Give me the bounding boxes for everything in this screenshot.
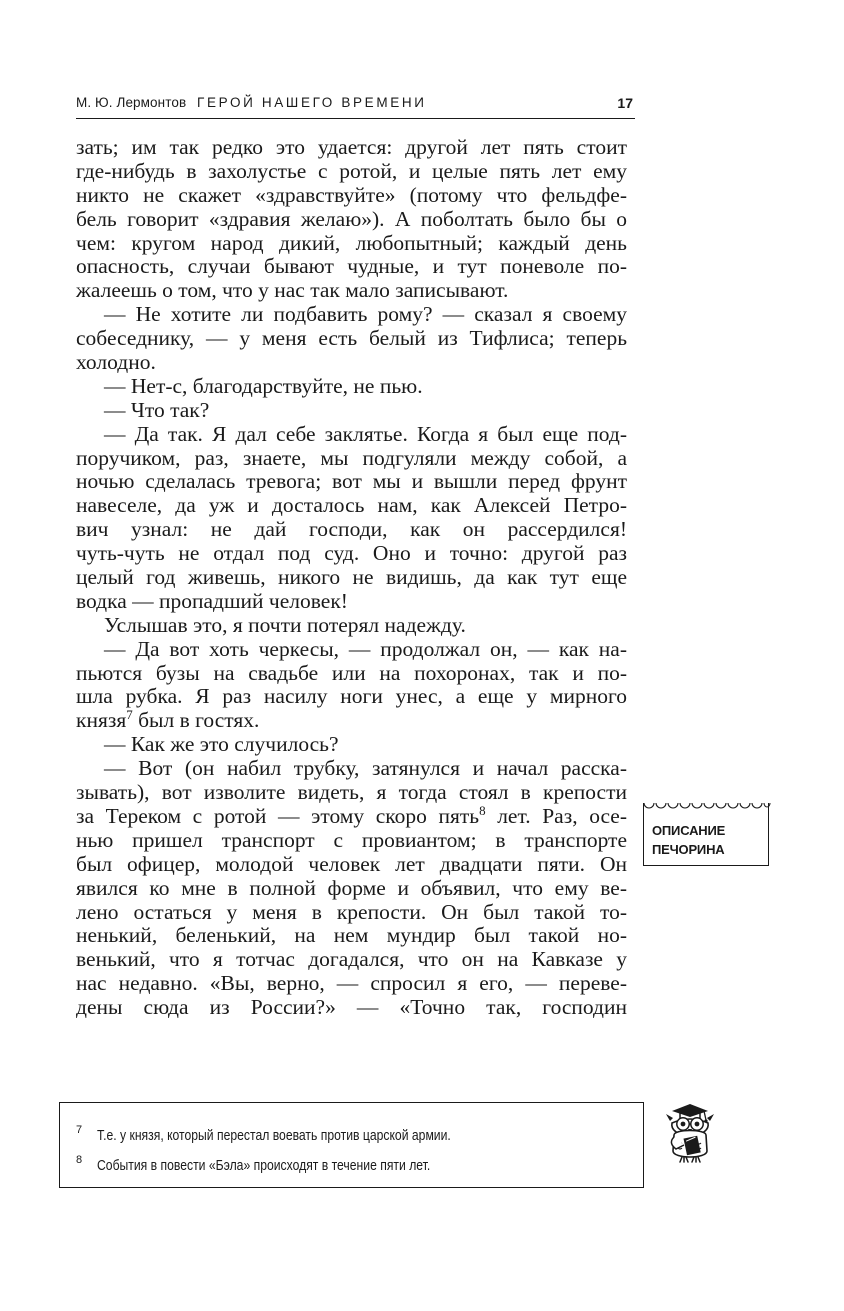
text-line: чем: кругом народ дикий, любопытный; каждый день bbox=[76, 230, 627, 255]
running-header-author: М. Ю. Лермонтов bbox=[76, 95, 187, 110]
text-line: — Вот (он набил трубку, затянулся и начал расска- bbox=[104, 756, 627, 781]
text-line: зывать), вот изволите видеть, я тогда стоял в крепости bbox=[76, 780, 627, 805]
footnote-ref: 8 bbox=[479, 802, 486, 818]
text-line: — Да вот хоть черкесы, — продолжал он, — как на- bbox=[104, 636, 627, 661]
footnote-text: Т.е. у князя, который перестал воевать против царской армии. bbox=[97, 1128, 451, 1144]
text-line: — Что так? bbox=[104, 397, 210, 422]
text-line: вич узнал: не дай господи, как он рассердился! bbox=[76, 517, 627, 542]
margin-note-line: ПЕЧОРИНА bbox=[652, 842, 725, 857]
text-line: водка — пропадший человек! bbox=[76, 588, 348, 613]
text-line: опасность, случаи бывают чудные, и тут поневоле по- bbox=[76, 254, 627, 279]
text-line: пьются бузы на свадьбе или на похоронах, так и по- bbox=[76, 660, 627, 685]
text-line bbox=[76, 709, 627, 733]
footnote-text: События в повести «Бэла» происходят в течение пяти лет. bbox=[97, 1158, 431, 1174]
text-line: явился ко мне в полной форме и объявил, что ему ве- bbox=[76, 875, 627, 900]
text-line: холодно. bbox=[76, 350, 156, 375]
text-line: Услышав это, я почти потерял надежду. bbox=[104, 612, 466, 637]
text-line: зать; им так редко это удается: другой лет пять стоит bbox=[76, 135, 627, 159]
body-text bbox=[76, 136, 627, 1020]
owl-mascot-icon bbox=[658, 1099, 722, 1165]
text-line: поручиком, раз, знаете, мы подгуляли между собой, а bbox=[76, 445, 627, 470]
text-segment: был в гостях. bbox=[132, 708, 260, 733]
footnote-number: 7 bbox=[76, 1124, 83, 1136]
margin-note-line: ОПИСАНИЕ bbox=[652, 823, 726, 838]
text-segment: лет. Раз, осе- bbox=[485, 803, 627, 828]
running-header-title: ГЕРОЙ НАШЕГО ВРЕМЕНИ bbox=[197, 95, 427, 110]
footnotes-box bbox=[59, 1102, 644, 1188]
page-number: 17 bbox=[617, 95, 633, 111]
text-line: — Не хотите ли подбавить рому? — сказал я своему bbox=[104, 302, 627, 327]
text-line: — Нет-с, благодарствуйте, не пью. bbox=[104, 373, 423, 398]
footnote-ref: 7 bbox=[126, 707, 133, 723]
text-line: был офицер, молодой человек лет двадцати пяти. Он bbox=[76, 851, 627, 876]
text-line bbox=[76, 802, 627, 829]
text-line: бель говорит «здравия желаю»). А поболтать было бы о bbox=[76, 206, 627, 231]
text-line: собеседнику, — у меня есть белый из Тифлиса; теперь bbox=[76, 326, 627, 351]
text-line: где-нибудь в захолустье с ротой, и целые пять лет ему bbox=[76, 158, 627, 183]
text-line: чуть-чуть не отдал под суд. Оно и точно: другой раз bbox=[76, 541, 627, 566]
text-line: ненький, беленький, на нем мундир был такой но- bbox=[76, 923, 627, 948]
text-line: ночью сделалась тревога; вот мы и вышли перед фрунт bbox=[76, 469, 627, 494]
margin-note bbox=[643, 803, 769, 866]
text-line: лено остаться у меня в крепости. Он был такой то- bbox=[76, 899, 627, 924]
text-line: жалеешь о том, что у нас так мало записывают. bbox=[76, 278, 509, 303]
text-line: шла рубка. Я раз насилу ноги унес, а еще у мирного bbox=[76, 684, 627, 709]
running-header bbox=[76, 93, 635, 119]
text-line: никто не скажет «здравствуйте» (потому что фельдфе- bbox=[76, 182, 627, 207]
text-line: дены сюда из России?» — «Точно так, господин bbox=[76, 995, 627, 1020]
text-line: нас недавно. «Вы, верно, — спросил я его, — переве- bbox=[76, 971, 627, 996]
text-line: — Как же это случилось? bbox=[104, 732, 339, 757]
scalloped-border-icon bbox=[643, 802, 771, 811]
footnote-number: 8 bbox=[76, 1154, 83, 1166]
text-segment: за Тереком с ротой — этому скоро пять bbox=[76, 803, 480, 828]
text-line: нью пришел транспорт с провиантом; в транспорте bbox=[76, 827, 627, 852]
text-line: целый год живешь, никого не видишь, да как тут еще bbox=[76, 565, 627, 590]
text-line: венький, что я тотчас догадался, что он на Кавказе у bbox=[76, 947, 627, 972]
margin-note-label bbox=[652, 821, 725, 859]
text-line: навеселе, да уж и досталось нам, как Алексей Петро- bbox=[76, 493, 627, 518]
text-segment: князя bbox=[76, 708, 127, 733]
text-line: — Да так. Я дал себе заклятье. Когда я был еще под- bbox=[104, 421, 627, 446]
